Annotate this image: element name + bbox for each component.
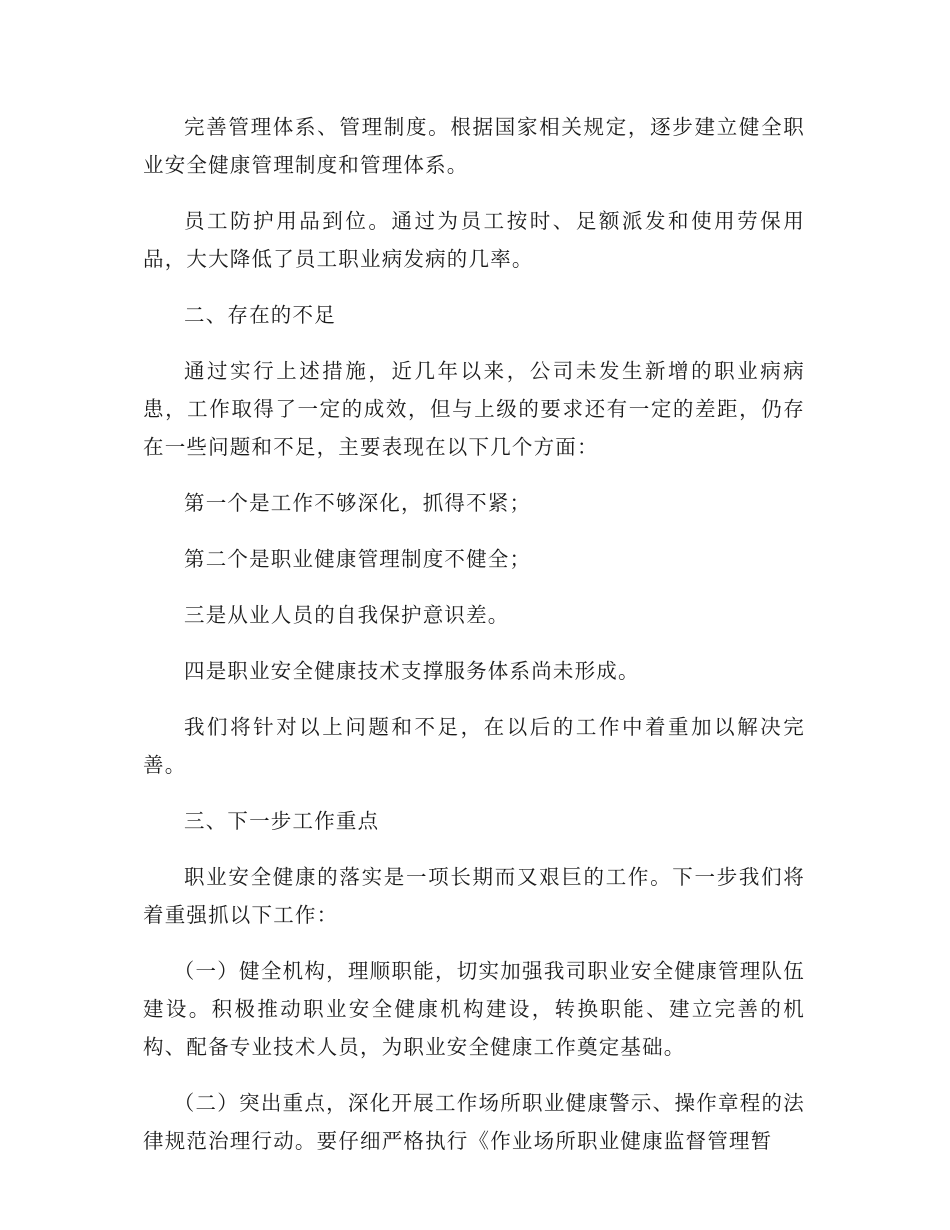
list-item-second: 第二个是职业健康管理制度不健全； — [184, 547, 532, 571]
paragraph-item-one: （一）健全机构，理顺职能，切实加强我司职业安全健康管理队伍建设。积极推动职业安全健康机构建设，转换职能、建立完善的机构、配备专业技术人员，为职业安全健康工作奠定基础。 — [143, 959, 805, 1059]
section-heading-shortcomings: 二、存在的不足 — [184, 303, 336, 327]
paragraph-management-system: 完善管理体系、管理制度。根据国家相关规定，逐步建立健全职业安全健康管理制度和管理体系。 — [143, 115, 805, 177]
section-heading-next-steps: 三、下一步工作重点 — [184, 809, 380, 833]
list-item-third: 三是从业人员的自我保护意识差。 — [184, 603, 510, 627]
paragraph-resolve: 我们将针对以上问题和不足，在以后的工作中着重加以解决完善。 — [143, 715, 805, 777]
paragraph-shortcomings-intro: 通过实行上述措施，近几年以来，公司未发生新增的职业病病患，工作取得了一定的成效，但与上级的要求还有一定的差距，仍存在一些问题和不足，主要表现在以下几个方面： — [143, 359, 805, 459]
list-item-fourth: 四是职业安全健康技术支撑服务体系尚未形成。 — [184, 659, 640, 683]
paragraph-next-steps-intro: 职业安全健康的落实是一项长期而又艰巨的工作。下一步我们将着重强抓以下工作： — [143, 865, 805, 927]
list-item-first: 第一个是工作不够深化，抓得不紧； — [184, 491, 532, 515]
paragraph-item-two: （二）突出重点，深化开展工作场所职业健康警示、操作章程的法律规范治理行动。要仔细严格执行《作业场所职业健康监督管理暂 — [143, 1091, 805, 1153]
document-body — [143, 108, 805, 1178]
paragraph-protective-equipment: 员工防护用品到位。通过为员工按时、足额派发和使用劳保用品，大大降低了员工职业病发病的几率。 — [143, 209, 805, 271]
